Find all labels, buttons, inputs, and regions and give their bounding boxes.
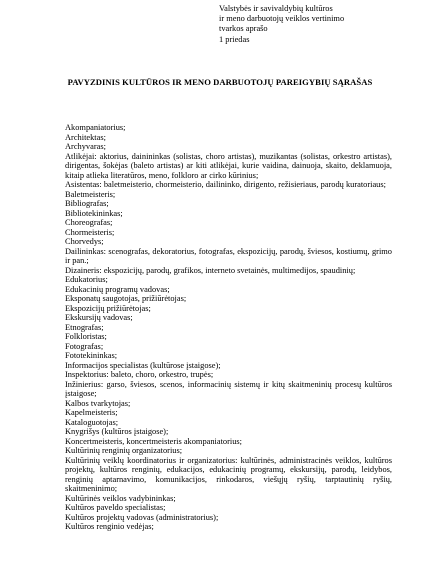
list-item: Kultūros renginio vedėjas; (65, 522, 154, 531)
list-item: Edukacinių programų vadovas; (65, 284, 170, 294)
list-item: Edukatorius; (65, 275, 108, 284)
list-item: Dailininkas: scenografas, dekoratorius, fotografas, ekspozicijų, parodų, šviesos, kostiumų, grimo ir pan.; (65, 246, 392, 265)
annex-header (219, 4, 344, 45)
list-item: Baletmeisteris; (65, 189, 116, 199)
header-line: ir meno darbuotojų veiklos vertinimo (219, 14, 345, 24)
list-item: Bibliografas; (65, 199, 109, 208)
list-item: Etnografas; (65, 322, 104, 332)
header-line: Valstybės ir savivaldybių kultūros (219, 4, 333, 13)
list-item: Fototekininkas; (65, 351, 118, 360)
list-item: Eksponatų saugotojas, prižiūrėtojas; (65, 294, 187, 303)
list-item: Kultūros projektų vadovas (administratorius); (65, 512, 219, 522)
list-item: Architektas; (65, 132, 106, 142)
list-item: Kultūrinių renginių organizatorius; (65, 446, 183, 455)
list-item: Folkloristas; (65, 332, 107, 341)
list-item: Choreografas; (65, 218, 113, 227)
list-item: Akompaniatorius; (65, 123, 126, 132)
list-item: Chorvedys; (65, 237, 104, 246)
list-item: Kalbos tvarkytojas; (65, 398, 131, 408)
document-title: PAVYZDINIS KULTŪROS IR MENO DARBUOTOJŲ PAREIGYBIŲ SĄRAŠAS (67, 77, 373, 87)
list-item: Fotografas; (65, 341, 104, 351)
list-item: Knygrišys (kultūros įstaigose); (65, 427, 169, 436)
list-item: Atlikėjai: aktorius, dainininkas (solistas, choro artistas), muzikantas (solistas, orkestro artistas), dirigentas, šokėjas (baleto artistas) ar kiti atlikėjai, kurie vaidina, dainuoja, skaito, deklamuoja, kitaip atlieka literatūros, meno, folkloro ar cirko kūrinius; (65, 151, 392, 180)
list-item: Kultūros paveldo specialistas; (65, 503, 166, 512)
list-item: Koncertmeisteris, koncertmeisteris akompaniatorius; (65, 436, 242, 446)
list-item: Inžinierius: garso, šviesos, scenos, informacinių sistemų ir kitų skaitmeninių procesų kultūros įstaigose; (65, 379, 392, 398)
list-item: Kultūrinės veiklos vadybininkas; (65, 493, 176, 503)
list-item: Archyvaras; (65, 142, 106, 151)
position-list (65, 123, 392, 532)
list-item: Kapelmeisteris; (65, 408, 118, 417)
list-item: Kataloguotojas; (65, 417, 119, 427)
list-item: Ekskursijų vadovas; (65, 313, 133, 322)
header-line: tvarkos aprašo (219, 24, 268, 34)
list-item: Bibliotekininkas; (65, 208, 123, 218)
list-item: Kultūrinių veiklų koordinatorius ir organizatorius: kultūrinės, administracinės veiklos, kultūros projektų, kultūros renginių, edukacijos, edukacinių programų, ekskursijų, parodų, leidybos, renginių aptarnavimo, komunikacijos, rinkodaros, viešųjų ryšių, tarptautinių ryšių, skaitmeninimo; (65, 455, 392, 493)
list-item: Dizaineris: ekspozicijų, parodų, grafikos, interneto svetainės, multimedijos, spaudinių; (65, 265, 356, 275)
list-item: Informacijos specialistas (kultūrose įstaigose); (65, 360, 221, 370)
list-item: Ekspozicijų prižiūrėtojas; (65, 303, 151, 313)
list-item: Chormeisteris; (65, 227, 115, 237)
list-item: Inspektorius: baleto, choro, orkestro, trupės; (65, 370, 214, 379)
list-item: Asistentas: baletmeisterio, chormeisterio, dailininko, dirigento, režisieriaus, parodų kuratoriaus; (65, 180, 386, 189)
header-line: 1 priedas (219, 34, 250, 44)
